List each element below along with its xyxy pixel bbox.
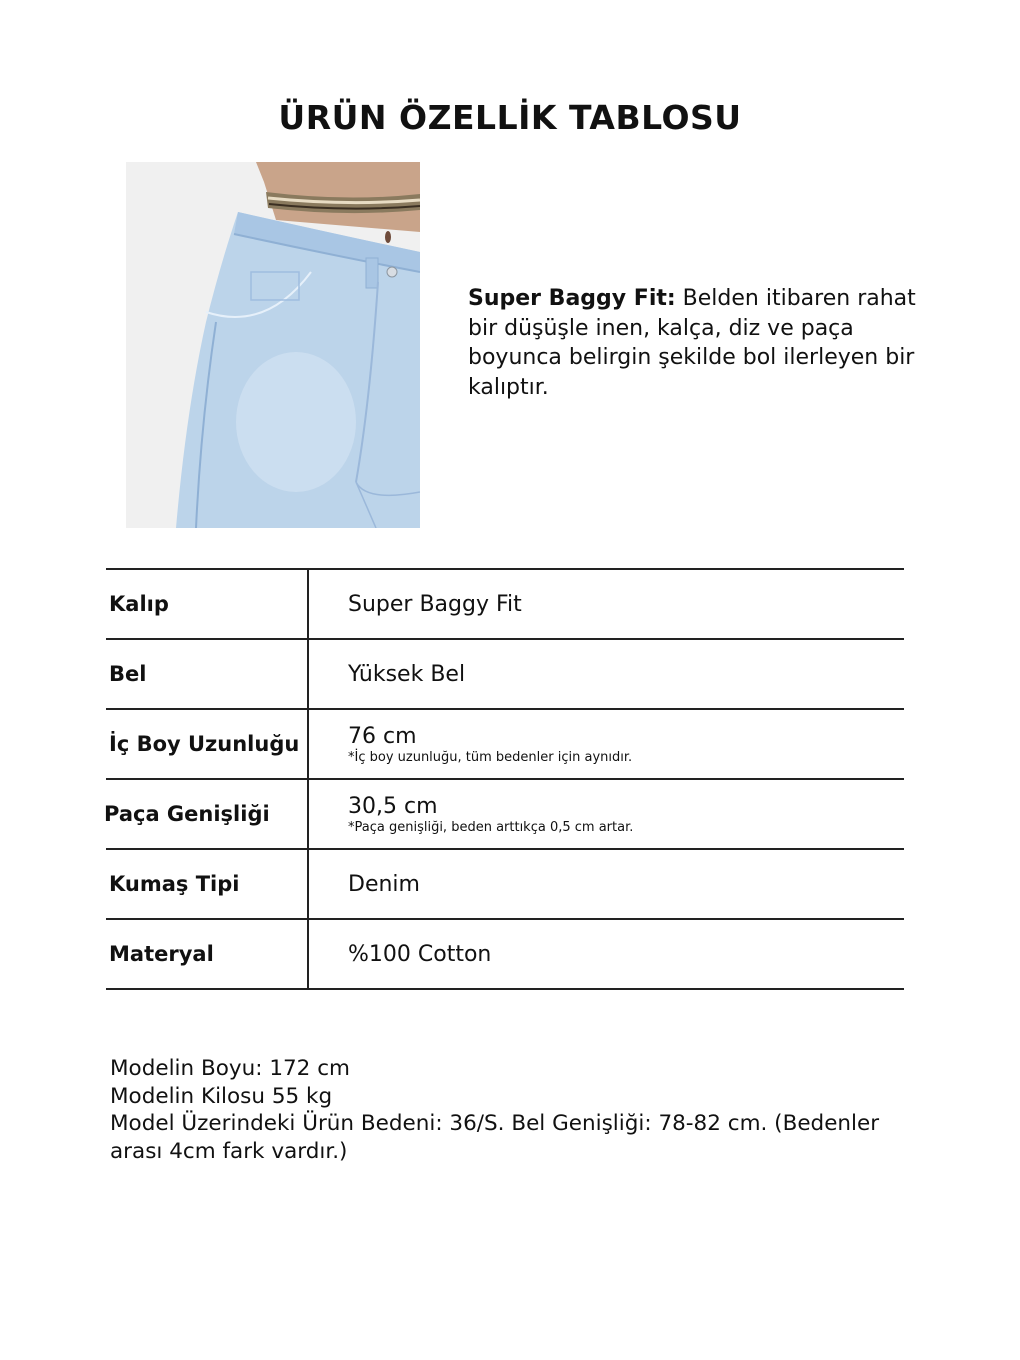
column-divider [307, 710, 309, 780]
page-title: ÜRÜN ÖZELLİK TABLOSU [278, 98, 742, 137]
spec-note: *İç boy uzunluğu, tüm bedenler için aynıdır. [348, 749, 633, 765]
spec-value-cell [348, 640, 465, 708]
column-divider [307, 780, 309, 850]
spec-value-cell [348, 710, 632, 778]
spec-label: Paça Genişliği [104, 802, 270, 826]
product-image [126, 162, 420, 528]
table-row [106, 710, 904, 780]
spec-value: Yüksek Bel [348, 661, 466, 687]
spec-label: Bel [109, 662, 147, 686]
table-row [106, 850, 904, 920]
fit-description-text: Belden itibaren rahat bir düşüşle inen, kalça, diz ve paça boyunca belirgin şekilde bol ilerleyen bir kalıptır. [468, 286, 916, 400]
spec-value: 30,5 cm [348, 793, 438, 819]
model-info [110, 1055, 910, 1165]
model-height: Modelin Boyu: 172 cm [110, 1056, 350, 1081]
table-row [106, 920, 904, 990]
fit-description [468, 284, 928, 402]
column-divider [307, 920, 309, 990]
spec-value-cell [348, 780, 633, 848]
model-weight: Modelin Kilosu 55 kg [110, 1083, 333, 1109]
spec-note: *Paça genişliği, beden arttıkça 0,5 cm artar. [348, 819, 634, 835]
spec-value-cell [348, 850, 420, 918]
spec-value: Super Baggy Fit [348, 591, 522, 617]
spec-value-cell [348, 570, 522, 638]
spec-value-cell [348, 920, 491, 988]
model-size: Model Üzerindeki Ürün Bedeni: 36/S. Bel Genişliği: 78-82 cm. (Bedenler arası 4cm fark vardır.) [110, 1111, 880, 1164]
spec-value: %100 Cotton [348, 941, 492, 967]
table-row [106, 570, 904, 640]
spec-label: Kumaş Tipi [109, 872, 240, 896]
spec-table [106, 568, 904, 990]
fit-term: Super Baggy Fit: [468, 286, 676, 311]
column-divider [307, 640, 309, 710]
column-divider [307, 570, 309, 640]
spec-label: Kalıp [109, 592, 169, 616]
spec-value: Denim [348, 871, 420, 897]
spec-value: 76 cm [348, 723, 417, 749]
spec-label: Materyal [109, 942, 214, 966]
column-divider [307, 850, 309, 920]
table-row [106, 640, 904, 710]
spec-label: İç Boy Uzunluğu [109, 732, 300, 756]
table-row [106, 780, 904, 850]
